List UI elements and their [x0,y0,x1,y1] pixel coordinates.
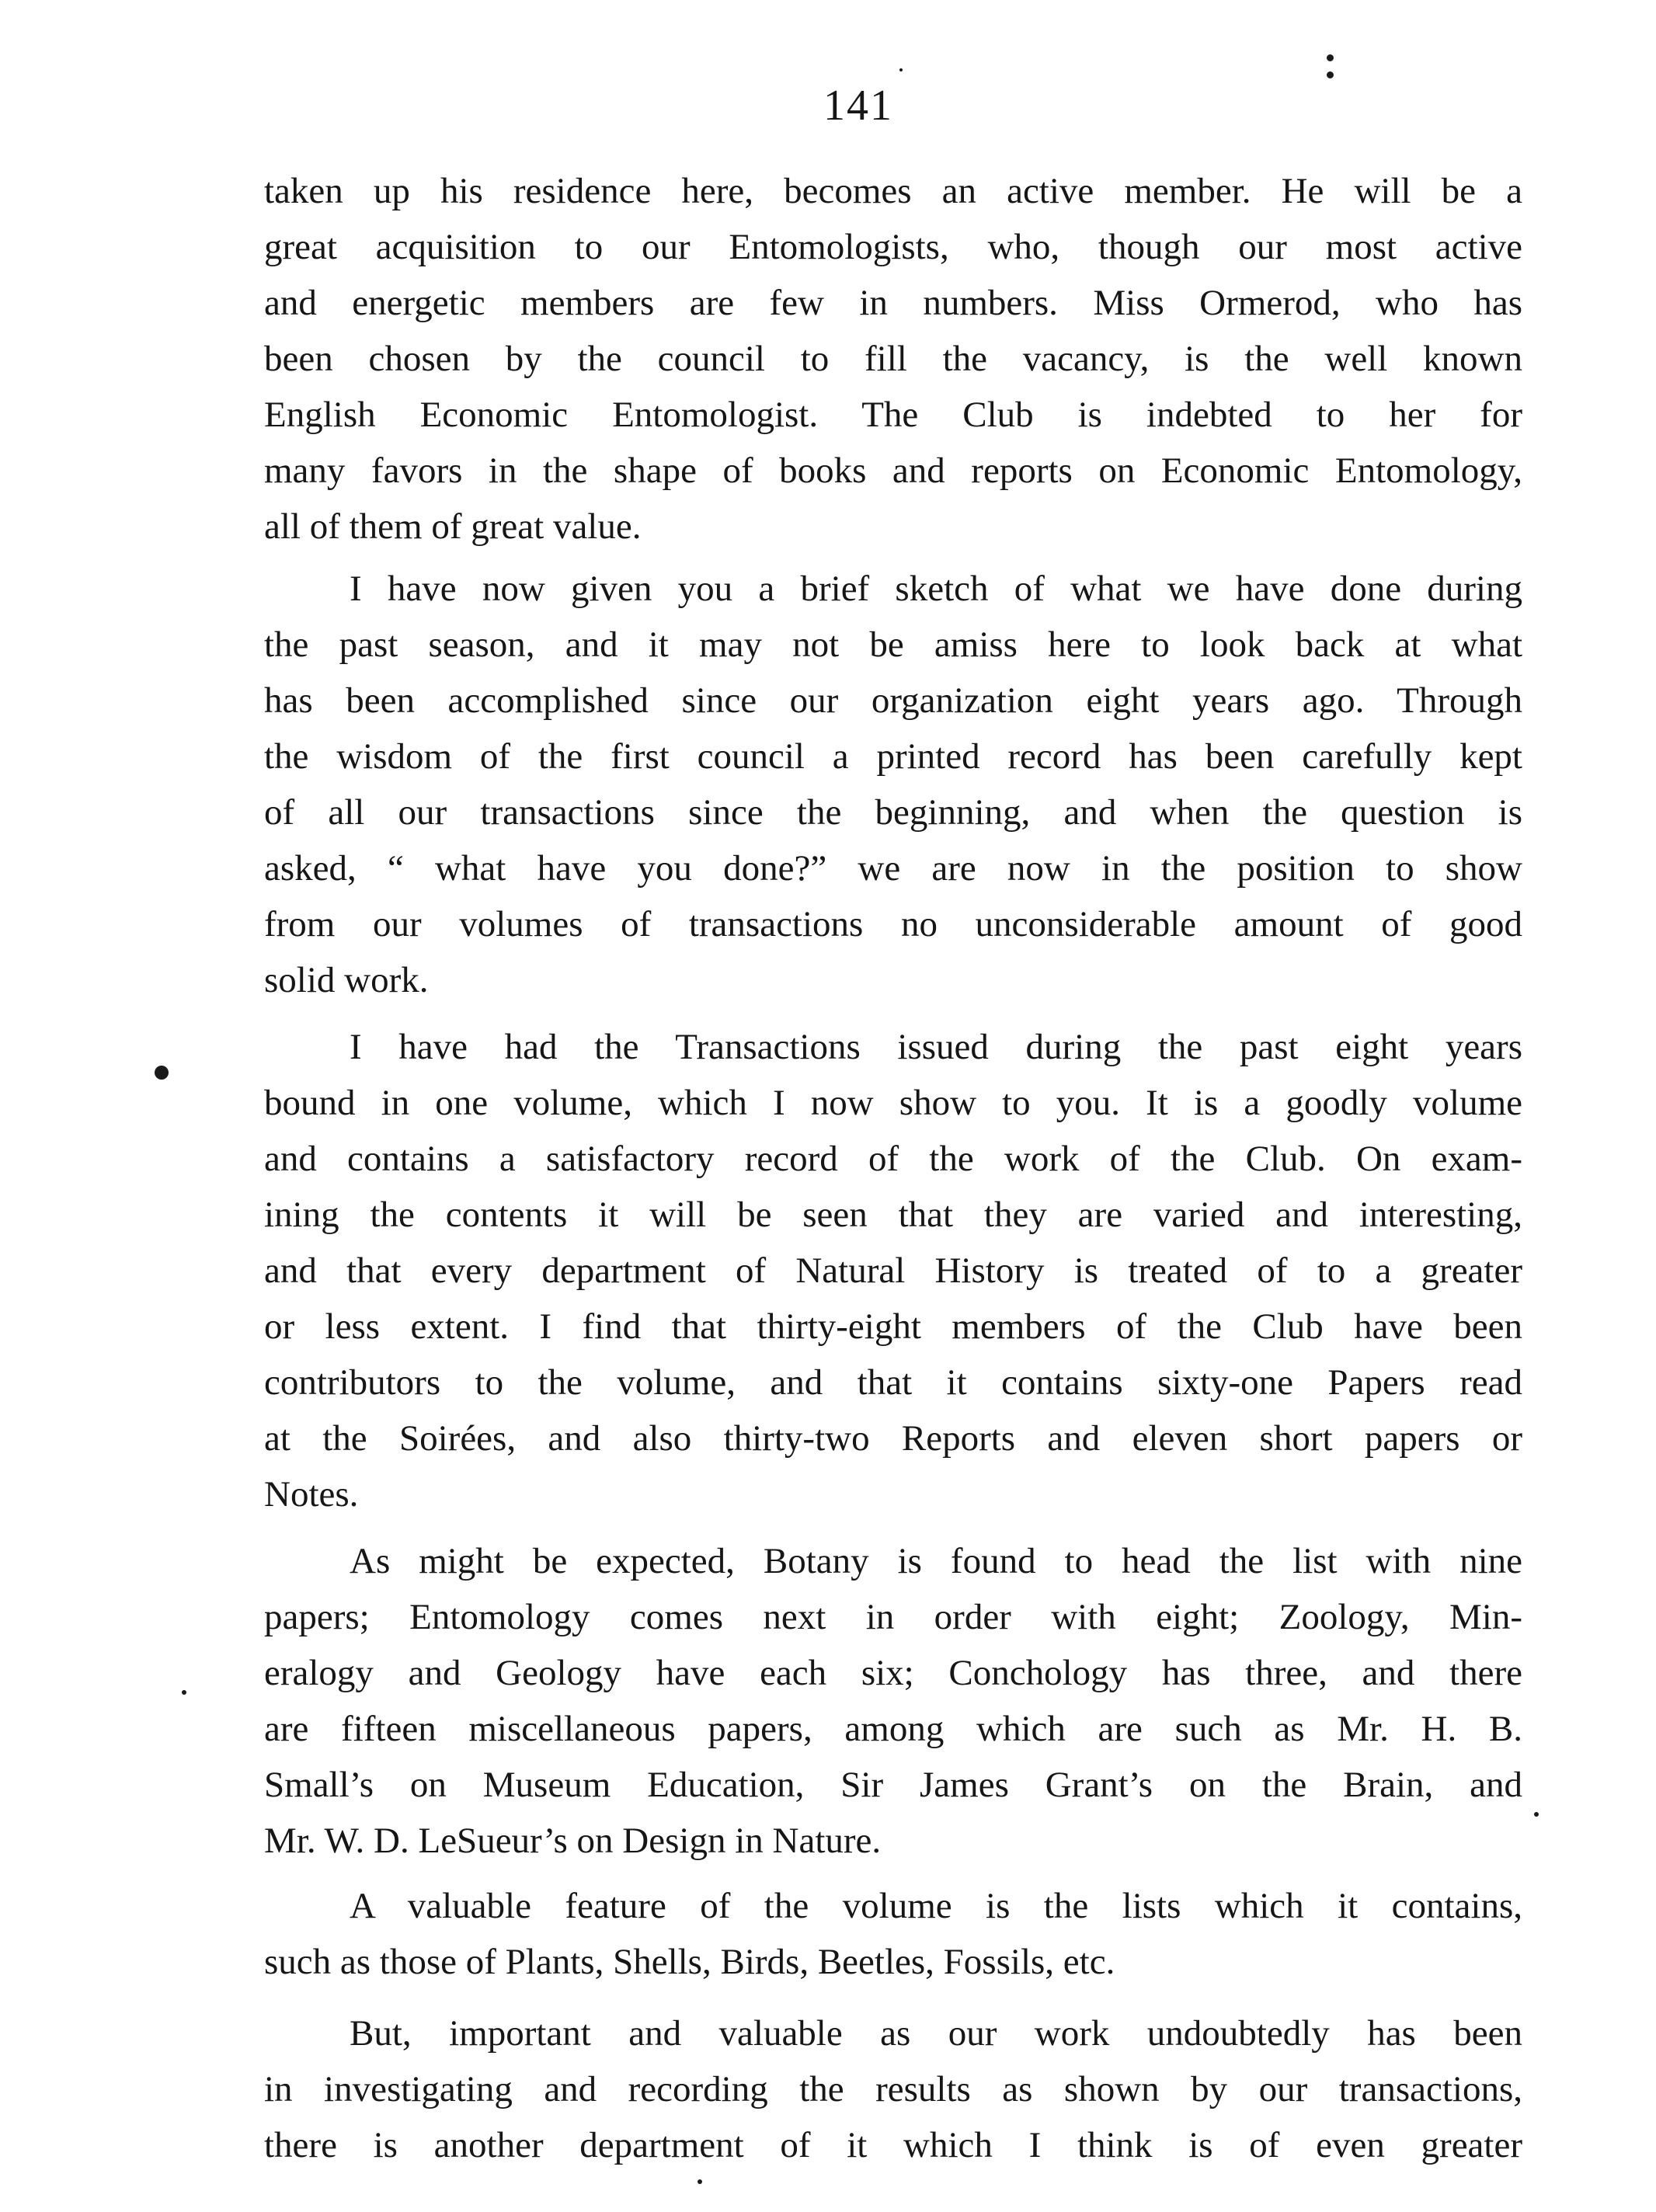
text-line: and energetic members are few in numbers. Miss Ormerod, who has [264,283,1522,323]
text-line: A valuable feature of the volume is the lists which it contains, [350,1886,1522,1926]
text-line: the past season, and it may not be amiss here to look back at what [264,624,1522,665]
text-line: contributors to the volume, and that it contains sixty-one Papers read [264,1362,1522,1403]
text-line: solid work. [264,960,429,1000]
text-line: English Economic Entomologist. The Club is indebted to her for [264,395,1522,435]
text-line: eralogy and Geology have each six; Conchology has three, and there [264,1653,1522,1693]
text-line: been chosen by the council to fill the vacancy, is the well known [264,339,1522,379]
text-line: As might be expected, Botany is found to head the list with nine [350,1541,1522,1581]
text-line: has been accomplished since our organization eight years ago. Through [264,680,1522,721]
text-line: in investigating and recording the results as shown by our transactions, [264,2069,1522,2109]
text-line: great acquisition to our Entomologists, who, though our most active [264,227,1522,267]
text-line: are fifteen miscellaneous papers, among which are such as Mr. H. B. [264,1709,1522,1749]
scan-speck [1327,71,1334,78]
scan-speck [1327,54,1334,61]
text-line: or less extent. I find that thirty-eight members of the Club have been [264,1306,1522,1347]
text-line: I have had the Transactions issued during the past eight years [350,1027,1522,1067]
text-line: asked, “ what have you done?” we are now in the position to show [264,848,1522,889]
text-line: such as those of Plants, Shells, Birds, Beetles, Fossils, etc. [264,1942,1115,1982]
text-line: Small’s on Museum Education, Sir James Grant’s on the Brain, and [264,1765,1522,1805]
scan-speck [899,68,903,71]
text-line: of all our transactions since the beginning, and when the question is [264,792,1522,833]
text-line: all of them of great value. [264,506,642,547]
scan-speck [155,1066,169,1080]
text-line: the wisdom of the first council a printed record has been carefully kept [264,736,1522,777]
scan-speck [698,2179,702,2184]
text-line: Mr. W. D. LeSueur’s on Design in Nature. [264,1821,882,1861]
scan-speck [182,1690,186,1695]
text-line: papers; Entomology comes next in order with eight; Zoology, Min- [264,1597,1522,1637]
text-line: at the Soirées, and also thirty-two Reports and eleven short papers or [264,1418,1522,1459]
text-line: But, important and valuable as our work undoubtedly has been [350,2013,1522,2054]
page-number: 141 [823,82,893,130]
text-line: taken up his residence here, becomes an active member. He will be a [264,171,1522,211]
text-line: ining the contents it will be seen that they are varied and interesting, [264,1195,1522,1235]
text-line: there is another department of it which I think is of even greater [264,2125,1522,2165]
text-line: many favors in the shape of books and reports on Economic Entomology, [264,450,1522,491]
text-line: Notes. [264,1474,359,1515]
text-line: I have now given you a brief sketch of what we have done during [350,569,1522,609]
scan-speck [1534,1812,1539,1817]
text-line: and that every department of Natural History is treated of to a greater [264,1250,1522,1291]
text-line: bound in one volume, which I now show to you. It is a goodly volume [264,1083,1522,1123]
text-line: from our volumes of transactions no unconsiderable amount of good [264,904,1522,944]
text-line: and contains a satisfactory record of the work of the Club. On exam- [264,1139,1522,1179]
